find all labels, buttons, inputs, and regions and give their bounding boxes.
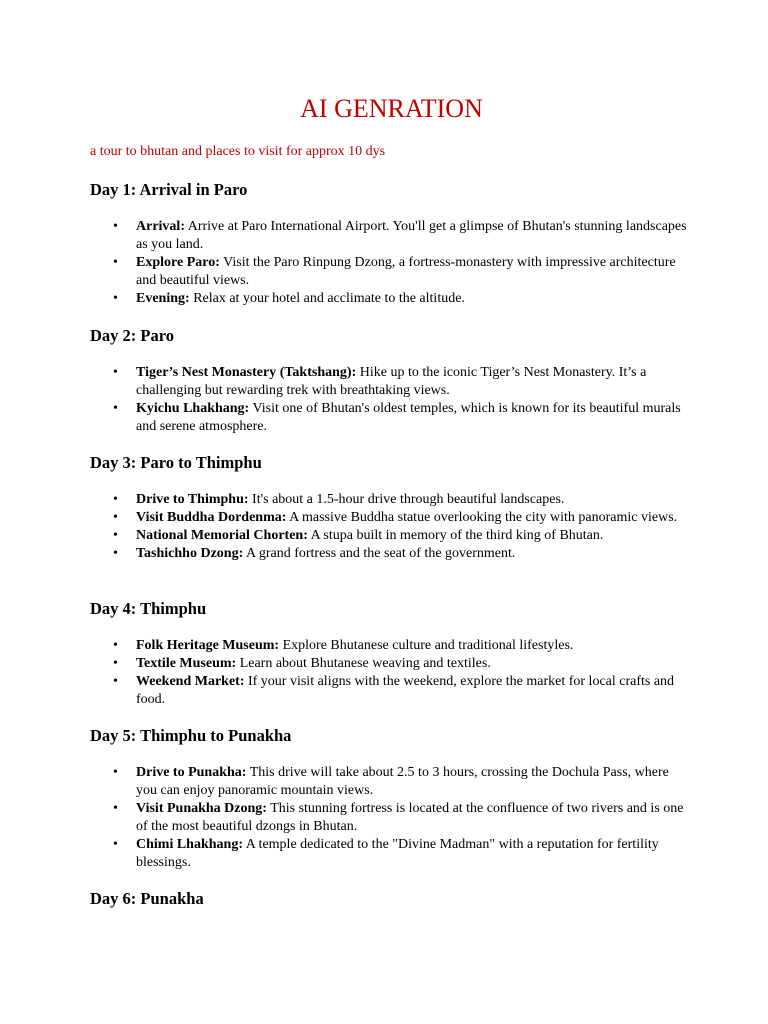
item-label: Drive to Thimphu: — [136, 492, 249, 507]
list-item — [90, 637, 690, 655]
item-text: A grand fortress and the seat of the government. — [245, 546, 516, 561]
document-subtitle: a tour to bhutan and places to visit for approx 10 dys — [90, 144, 386, 159]
item-label: Visit Punakha Dzong: — [136, 801, 267, 816]
list-item — [90, 290, 690, 308]
item-label: Kyichu Lhakhang: — [136, 401, 250, 416]
list-item — [90, 673, 690, 709]
list-item — [90, 364, 690, 400]
day-3-heading: Day 3: Paro to Thimphu — [90, 453, 262, 472]
day-5-heading: Day 5: Thimphu to Punakha — [90, 726, 292, 745]
list-item — [90, 800, 690, 836]
item-label: Explore Paro: — [136, 255, 220, 270]
day-2-list — [90, 364, 690, 436]
item-label: Tiger’s Nest Monastery (Taktshang): — [136, 365, 357, 380]
item-text: It's about a 1.5-hour drive through beautiful landscapes. — [252, 492, 565, 507]
item-text: A massive Buddha statue overlooking the city with panoramic views. — [289, 510, 678, 525]
day-1-list — [90, 218, 690, 308]
document-title: AI GENRATION — [300, 94, 483, 123]
item-label: Tashichho Dzong: — [136, 546, 244, 561]
item-text: Relax at your hotel and acclimate to the altitude. — [193, 291, 465, 306]
item-text: Explore Bhutanese culture and traditional lifestyles. — [282, 638, 574, 653]
item-text: Visit the Paro Rinpung Dzong, a fortress-monastery with impressive architecture and beautiful views. — [136, 255, 676, 288]
day-1-heading: Day 1: Arrival in Paro — [90, 180, 248, 199]
item-label: Chimi Lhakhang: — [136, 837, 243, 852]
item-label: Drive to Punakha: — [136, 765, 247, 780]
day-4-list — [90, 637, 690, 709]
day-3-list — [90, 491, 690, 563]
list-item — [90, 491, 690, 509]
list-item — [90, 836, 690, 872]
list-item — [90, 218, 690, 254]
item-text: If your visit aligns with the weekend, explore the market for local crafts and food. — [136, 674, 675, 707]
item-text: This stunning fortress is located at the confluence of two rivers and is one of the most beautiful dzongs in Bhutan. — [136, 801, 684, 834]
item-label: Evening: — [136, 291, 190, 306]
item-label: Textile Museum: — [136, 656, 237, 671]
item-text: Hike up to the iconic Tiger’s Nest Monastery. It’s a challenging but rewarding trek with breathtaking views. — [136, 365, 647, 398]
list-item — [90, 400, 690, 436]
item-label: Arrival: — [136, 219, 185, 234]
day-5-list — [90, 764, 690, 872]
item-text: A stupa built in memory of the third king of Bhutan. — [310, 528, 604, 543]
item-text: This drive will take about 2.5 to 3 hours, crossing the Dochula Pass, where you can enjoy panoramic mountain views. — [136, 765, 669, 798]
day-6-heading: Day 6: Punakha — [90, 889, 204, 908]
list-item — [90, 545, 690, 563]
item-label: National Memorial Chorten: — [136, 528, 308, 543]
item-text: A temple dedicated to the "Divine Madman" with a reputation for fertility blessings. — [136, 837, 659, 870]
item-text: Learn about Bhutanese weaving and textiles. — [239, 656, 491, 671]
list-item — [90, 254, 690, 290]
day-4-heading: Day 4: Thimphu — [90, 599, 207, 618]
list-item — [90, 655, 690, 673]
list-item — [90, 527, 690, 545]
item-label: Folk Heritage Museum: — [136, 638, 280, 653]
list-item — [90, 764, 690, 800]
day-2-heading: Day 2: Paro — [90, 326, 175, 345]
item-text: Arrive at Paro International Airport. You'll get a glimpse of Bhutan's stunning landscapes as you land. — [136, 219, 687, 252]
list-item — [90, 509, 690, 527]
item-label: Visit Buddha Dordenma: — [136, 510, 287, 525]
item-label: Weekend Market: — [136, 674, 245, 689]
item-text: Visit one of Bhutan's oldest temples, which is known for its beautiful murals and serene atmosphere. — [136, 401, 681, 434]
